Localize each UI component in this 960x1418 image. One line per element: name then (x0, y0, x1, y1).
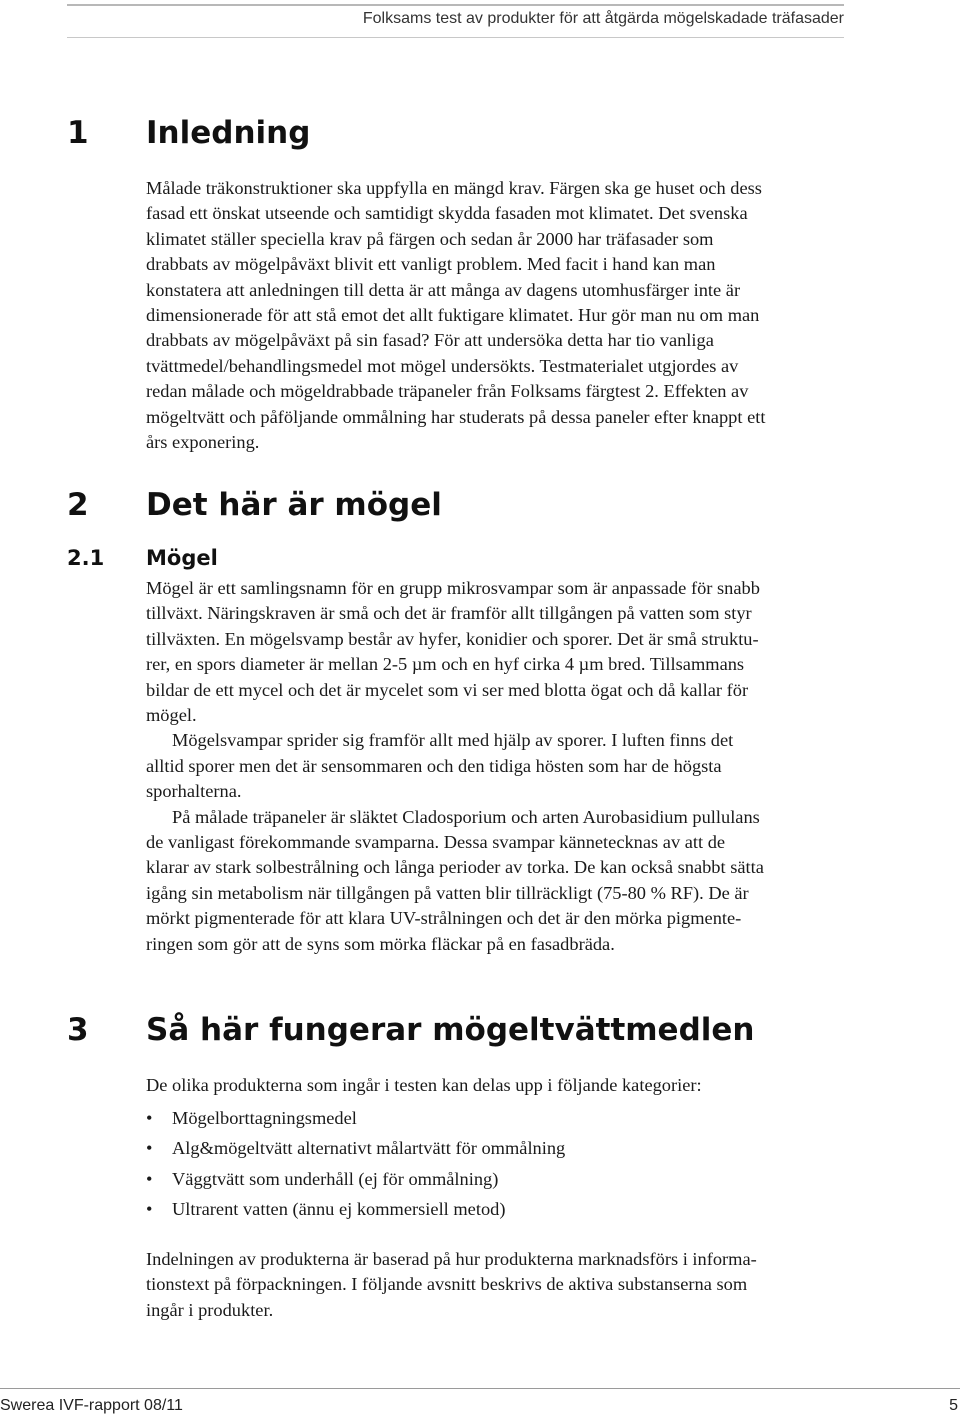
text-line: sporhalterna. (146, 781, 242, 802)
text-line: års exponering. (146, 432, 260, 453)
text-line: igång sin metabolism när tillgången på vatten blir tillräckligt (75-80 % RF). De är (146, 882, 749, 903)
section-title: Så här fungerar mögeltvättmedlen (146, 1012, 755, 1048)
bullet-icon: • (146, 1168, 153, 1189)
text-line: de vanligast förekommande svamparna. Dessa svampar kännetecknas av att de (146, 832, 726, 853)
subsection-number: 2.1 (67, 546, 105, 570)
text-line: Indelningen av produkterna är baserad på hur produkterna marknadsförs i informa- (146, 1249, 757, 1269)
text-line: klarar av stark solbestrålning och långa perioder av torka. De kan också snabbt sätta (146, 857, 764, 878)
text-line: drabbats av mögelpåväxt blivit ett vanligt problem. Med facit i hand kan man (146, 254, 716, 275)
section-title: Det här är mögel (146, 487, 442, 523)
section-number: 3 (67, 1012, 89, 1048)
text-line: Mögelsvampar sprider sig framför allt med hjälp av sporer. I luften finns det (172, 730, 734, 751)
text-line: mögel. (146, 705, 197, 726)
section-1-paragraph (146, 176, 856, 455)
text-line: klimatet ställer speciella krav på färgen och sedan år 2000 har träfasader som (146, 228, 714, 249)
header-rule-top (67, 4, 844, 6)
text-line: ingår i produkter. (146, 1299, 274, 1320)
text-line: De olika produkterna som ingår i testen kan delas upp i följande kategorier: (146, 1075, 702, 1095)
list-item-text: Väggtvätt som underhåll (ej för ommålning) (172, 1168, 499, 1189)
section-3-intro (146, 1073, 856, 1098)
subsection-2-1-text (146, 576, 856, 957)
text-line: mörkt pigmenterade för att klara UV-strålningen och det är den mörka pigmente- (146, 908, 742, 929)
header-rule-bottom (67, 37, 844, 38)
section-3-closing (146, 1247, 856, 1323)
footer-rule (0, 1388, 960, 1389)
text-line: mögeltvätt och påföljande ommålning har studerats på dessa paneler efter knappt ett (146, 406, 766, 427)
text-line: rer, en spors diameter är mellan 2-5 µm och en hyf cirka 4 µm bred. Tillsammans (146, 654, 745, 675)
section-number: 1 (67, 115, 89, 151)
bullet-icon: • (146, 1108, 153, 1128)
text-line: Mögel är ett samlingsnamn för en grupp mikrosvampar som är anpassade för snabb (146, 578, 760, 598)
page-number: 5 (949, 1397, 958, 1414)
text-line: bildar de ett mycel och det är mycelet som vi ser med blotta ögat och då kallar för (146, 679, 749, 700)
text-line: dimensionerade för att stå emot det allt fuktigare klimatet. Hur gör man nu om man (146, 305, 760, 326)
text-line: tillväxten. En mögelsvamp består av hyfer, konidier och sporer. Det är små struktu- (146, 628, 759, 649)
text-line: drabbats av mögelpåväxt på sin fasad? För att undersöka detta har tio vanliga (146, 330, 714, 351)
text-line: tionstext på förpackningen. I följande avsnitt beskrivs de aktiva substanserna som (146, 1274, 748, 1295)
text-line: tvättmedel/behandlingsmedel mot mögel undersökts. Testmaterialet utgjordes av (146, 355, 739, 376)
text-line: alltid sporer men det är sensommaren och den tidiga hösten som har de högsta (146, 755, 722, 776)
running-header: Folksams test av produkter för att åtgärda mögelskadade träfasader (362, 10, 844, 27)
text-line: På målade träpaneler är släktet Cladosporium och arten Aurobasidium pullulans (172, 806, 760, 827)
section-title: Inledning (146, 115, 311, 151)
list-item-text: Alg&mögeltvätt alternativt målartvätt för ommålning (172, 1138, 566, 1159)
list-item-text: Mögelborttagningsmedel (172, 1108, 357, 1128)
bullet-icon: • (146, 1198, 153, 1219)
text-line: Målade träkonstruktioner ska uppfylla en mängd krav. Färgen ska ge huset och dess (146, 178, 762, 198)
text-line: konstatera att anledningen till detta är att många av dagens utomhusfärger inte är (146, 279, 741, 300)
bullet-icon: • (146, 1138, 153, 1159)
text-line: redan målade och mögeldrabbade träpaneler från Folksams färgtest 2. Effekten av (146, 381, 749, 402)
subsection-title: Mögel (146, 546, 218, 570)
text-line: tillväxt. Näringskraven är små och det är framför allt tillgången på vatten som styr (146, 603, 752, 624)
section-number: 2 (67, 487, 89, 523)
text-line: fasad ett önskat utseende och samtidigt skydda fasaden mot klimatet. Det svenska (146, 203, 748, 224)
text-line: ringen som gör att de syns som mörka fläckar på en fasadbräda. (146, 933, 615, 954)
footer-report-id: Swerea IVF-rapport 08/11 (0, 1397, 183, 1414)
list-item-text: Ultrarent vatten (ännu ej kommersiell metod) (172, 1198, 506, 1219)
